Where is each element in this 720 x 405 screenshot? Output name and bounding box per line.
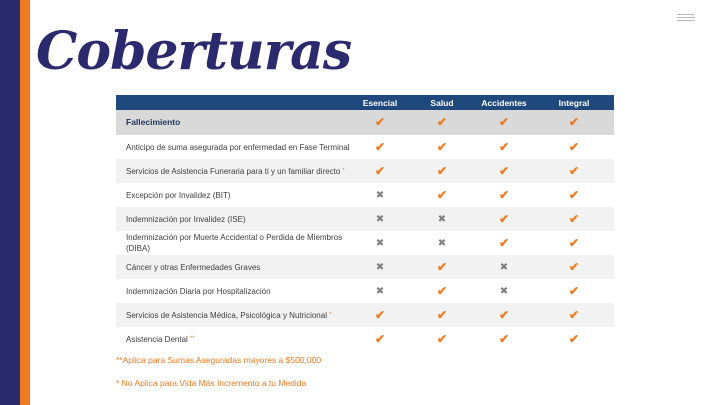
table-row (116, 183, 614, 207)
check-icon: ✔ (474, 303, 534, 327)
check-icon: ✔ (498, 331, 510, 346)
group-label: Fallecimiento (116, 110, 350, 135)
coverage-label (116, 135, 350, 159)
column-header-accidentes: Accidentes (474, 95, 534, 110)
footnote-marker: * (342, 167, 345, 174)
check-icon: ✔ (498, 139, 510, 154)
table-row (116, 207, 614, 231)
page-title: Coberturas (36, 21, 352, 82)
coverage-label-text: Indemnización por Invalidez (ISE) (126, 214, 246, 224)
coverage-label (116, 279, 350, 303)
coverage-label (116, 327, 350, 351)
check-icon: ✔ (568, 139, 580, 154)
check-icon: ✔ (436, 283, 448, 298)
coverage-label-text: Cáncer y otras Enfermedades Graves (126, 262, 261, 272)
header-corner (116, 95, 350, 110)
coverage-label-text: Indemnización Diaria por Hospitalización (126, 286, 271, 296)
group-row-fallecimiento (116, 110, 614, 135)
footnote-marker: ** (189, 335, 195, 342)
column-header-integral: Integral (534, 95, 614, 110)
cross-icon: ✖ (474, 255, 534, 279)
check-icon: ✔ (498, 235, 510, 250)
table-row (116, 327, 614, 351)
cross-icon: ✖ (350, 207, 410, 231)
check-icon: ✔ (374, 331, 386, 346)
check-icon: ✔ (568, 283, 580, 298)
left-accent-bar-orange (20, 0, 30, 405)
coverage-label (116, 159, 350, 183)
cross-icon: ✖ (410, 207, 474, 231)
check-icon: ✔ (350, 159, 410, 183)
cross-icon: ✖ (375, 238, 385, 249)
check-icon: ✔ (374, 139, 386, 154)
table-row (116, 231, 614, 255)
coverage-label-text: Anticipo de suma asegurada por enfermedad en Fase Terminal (126, 142, 350, 152)
cross-icon: ✖ (350, 255, 410, 279)
check-icon: ✔ (436, 139, 448, 154)
check-icon: ✔ (436, 331, 448, 346)
check-icon: ✔ (498, 187, 510, 202)
coverage-label-text: Indemnización por Muerte Accidental o Perdida de Miembros (DIBA) (126, 233, 343, 253)
footnote-double-asterisk: **Aplica para Sumas Aseguradas mayores a $500,000 (116, 355, 322, 365)
check-icon: ✔ (410, 110, 474, 135)
table-row (116, 279, 614, 303)
check-icon: ✔ (534, 255, 614, 279)
coverage-label-text: Servicios de Asistencia Funeraria para ti y un familiar directo (126, 166, 341, 176)
check-icon: ✔ (410, 303, 474, 327)
table-row (116, 135, 614, 159)
coverage-table (116, 95, 614, 351)
check-icon: ✔ (410, 255, 474, 279)
table-row (116, 159, 614, 183)
check-icon: ✔ (568, 331, 580, 346)
check-icon: ✔ (350, 110, 410, 135)
check-icon: ✔ (350, 303, 410, 327)
coverage-label (116, 303, 350, 327)
check-icon: ✔ (410, 159, 474, 183)
column-header-esencial: Esencial (350, 95, 410, 110)
coverage-label (116, 207, 350, 231)
footnote-marker: * (328, 311, 332, 318)
check-icon: ✔ (474, 110, 534, 135)
footnote-single-asterisk: * No Aplica para Vida Más Incremento a tu Medida (116, 378, 307, 388)
check-icon: ✔ (474, 159, 534, 183)
check-icon: ✔ (534, 159, 614, 183)
check-icon: ✔ (568, 235, 580, 250)
coverage-label (116, 255, 350, 279)
table-row (116, 255, 614, 279)
cross-icon: ✖ (437, 238, 447, 249)
coverage-label (116, 231, 350, 255)
coverage-label-text: Asistencia Dental (126, 334, 188, 344)
check-icon: ✔ (436, 187, 448, 202)
coverage-label (116, 183, 350, 207)
check-icon: ✔ (534, 303, 614, 327)
check-icon: ✔ (568, 187, 580, 202)
check-icon: ✔ (534, 207, 614, 231)
table-header-row (116, 95, 614, 110)
table-row (116, 303, 614, 327)
check-icon: ✔ (534, 110, 614, 135)
coverage-label-text: Servicios de Asistencia Médica, Psicológica y Nutricional (126, 310, 327, 320)
cross-icon: ✖ (375, 286, 385, 297)
left-accent-bar-navy (0, 0, 20, 405)
cross-icon: ✖ (375, 190, 385, 201)
coverage-label-text: Excepción por Invalidez (BIT) (126, 190, 231, 200)
cross-icon: ✖ (499, 286, 509, 297)
column-header-salud: Salud (410, 95, 474, 110)
menu-icon[interactable] (677, 14, 695, 24)
check-icon: ✔ (474, 207, 534, 231)
